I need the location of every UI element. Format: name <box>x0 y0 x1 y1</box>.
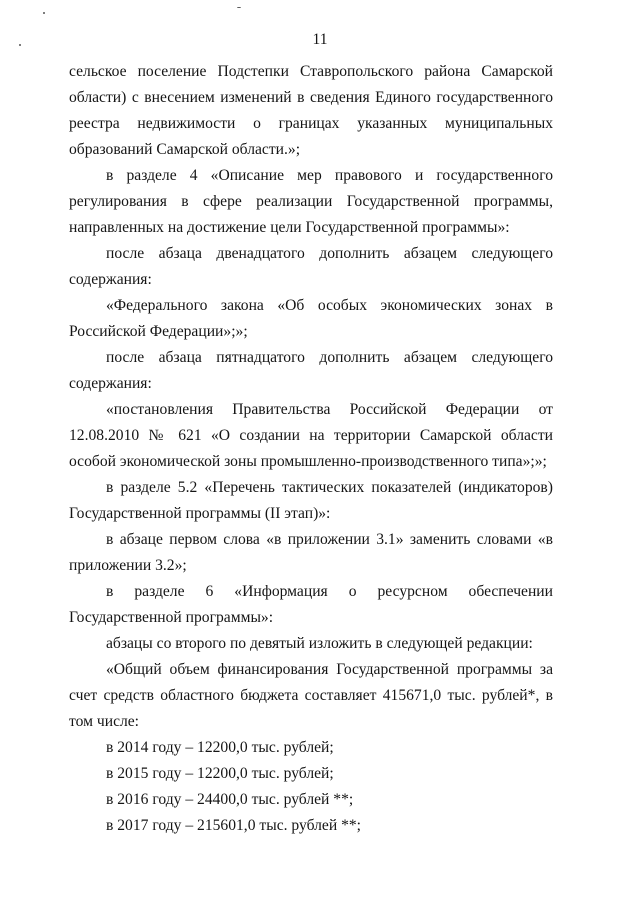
funding-line: в 2014 году – 12200,0 тыс. рублей; <box>106 739 334 756</box>
paragraph: в разделе 6 «Информация о ресурсном обеспечении Государственной программы»: <box>69 583 553 626</box>
paragraph: сельское поселение Подстепки Ставропольского района Самарской области) с внесением изменений в сведения Единого государственного реестра недвижимости о границах указанных муниципальных образований Самарской области.»; <box>69 63 553 158</box>
paragraph: в разделе 4 «Описание мер правового и государственного регулирования в сфере реализации Государственной программы, направленных на достижение цели Государственной программы»: <box>69 167 553 236</box>
scan-speck <box>43 12 45 14</box>
paragraph: в разделе 5.2 «Перечень тактических показателей (индикаторов) Государственной программы (II этап)»: <box>69 479 553 522</box>
paragraph: «постановления Правительства Российской Федерации от 12.08.2010 № 621 «О создании на территории Самарской области особой экономической зоны промышленно-производственного типа»;»; <box>69 401 553 470</box>
funding-line: в 2016 году – 24400,0 тыс. рублей **; <box>106 791 354 808</box>
document-body <box>69 59 553 839</box>
scan-speck <box>237 7 241 8</box>
paragraph: после абзаца пятнадцатого дополнить абзацем следующего содержания: <box>69 349 553 392</box>
paragraph: абзацы со второго по девятый изложить в следующей редакции: <box>106 635 533 652</box>
paragraph: в абзаце первом слова «в приложении 3.1» заменить словами «в приложении 3.2»; <box>69 531 553 574</box>
page-number: 11 <box>312 31 328 48</box>
paragraph: «Федерального закона «Об особых экономических зонах в Российской Федерации»;»; <box>69 297 553 340</box>
funding-line: в 2017 году – 215601,0 тыс. рублей **; <box>106 817 362 834</box>
funding-line: в 2015 году – 12200,0 тыс. рублей; <box>106 765 334 782</box>
paragraph: «Общий объем финансирования Государственной программы за счет средств областного бюджета составляет 415671,0 тыс. рублей*, в том числе: <box>69 661 553 730</box>
paragraph: после абзаца двенадцатого дополнить абзацем следующего содержания: <box>69 245 553 288</box>
